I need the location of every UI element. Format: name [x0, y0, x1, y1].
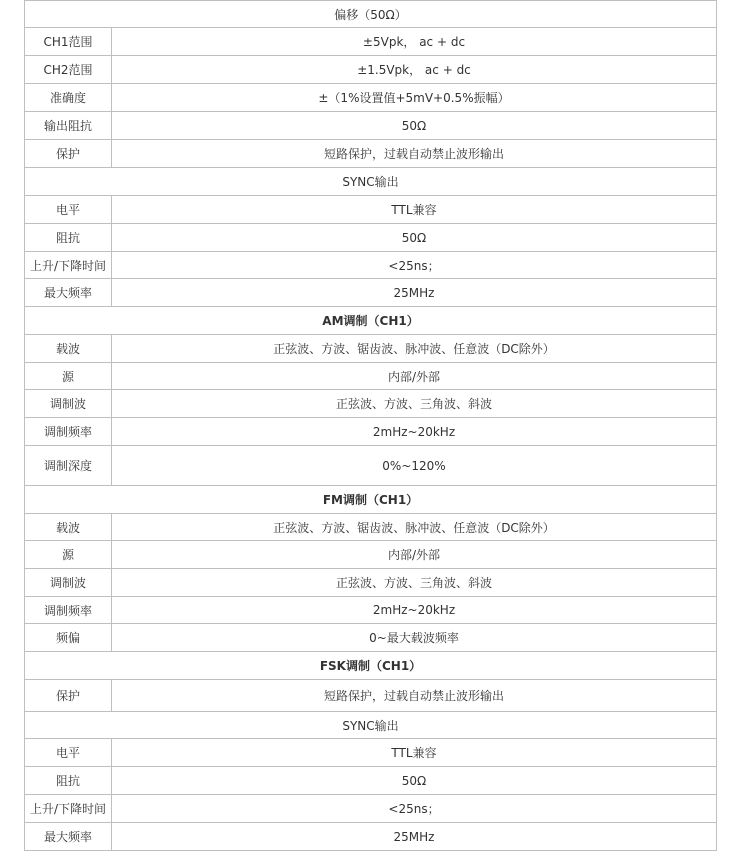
spec-row	[25, 56, 717, 84]
spec-table	[24, 0, 717, 851]
spec-row	[25, 514, 717, 541]
spec-row	[25, 767, 717, 795]
spec-label: 调制频率	[25, 418, 112, 446]
spec-value: <25ns；	[112, 795, 717, 823]
spec-value: TTL兼容	[112, 739, 717, 767]
spec-row	[25, 446, 717, 486]
spec-value: 2mHz~20kHz	[112, 597, 717, 624]
spec-value: 正弦波、方波、三角波、斜波	[112, 569, 717, 597]
section-title: SYNC输出	[25, 168, 717, 196]
spec-label: 阻抗	[25, 224, 112, 252]
spec-value: 短路保护，过载自动禁止波形输出	[112, 680, 717, 712]
spec-value: 50Ω	[112, 224, 717, 252]
spec-row	[25, 418, 717, 446]
spec-label: 调制深度	[25, 446, 112, 486]
spec-row	[25, 335, 717, 363]
section-header-row	[25, 486, 717, 514]
spec-label: 上升/下降时间	[25, 795, 112, 823]
spec-label: 调制波	[25, 390, 112, 418]
spec-label: 最大频率	[25, 279, 112, 307]
spec-row	[25, 624, 717, 652]
spec-label: 电平	[25, 196, 112, 224]
section-title: 偏移（50Ω）	[25, 1, 717, 28]
spec-value: 0~最大载波频率	[112, 624, 717, 652]
spec-value: 2mHz~20kHz	[112, 418, 717, 446]
spec-value: 正弦波、方波、锯齿波、脉冲波、任意波（DC除外）	[112, 514, 717, 541]
spec-label: 保护	[25, 680, 112, 712]
section-title: SYNC输出	[25, 712, 717, 739]
section-header-row	[25, 307, 717, 335]
spec-row	[25, 252, 717, 279]
section-title: FM调制（CH1）	[25, 486, 717, 514]
spec-value: 50Ω	[112, 767, 717, 795]
spec-value: 25MHz	[112, 279, 717, 307]
section-header-row	[25, 712, 717, 739]
spec-row	[25, 224, 717, 252]
spec-label: CH1范围	[25, 28, 112, 56]
spec-row	[25, 823, 717, 851]
spec-label: 输出阻抗	[25, 112, 112, 140]
spec-table-body	[25, 1, 717, 851]
spec-value: TTL兼容	[112, 196, 717, 224]
spec-label: 源	[25, 363, 112, 390]
spec-row	[25, 795, 717, 823]
spec-label: 最大频率	[25, 823, 112, 851]
section-header-row	[25, 1, 717, 28]
spec-value: <25ns；	[112, 252, 717, 279]
spec-value: 短路保护，过载自动禁止波形输出	[112, 140, 717, 168]
spec-label: CH2范围	[25, 56, 112, 84]
spec-label: 保护	[25, 140, 112, 168]
spec-row	[25, 112, 717, 140]
spec-value: 内部/外部	[112, 363, 717, 390]
spec-value: 内部/外部	[112, 541, 717, 569]
spec-row	[25, 390, 717, 418]
spec-label: 源	[25, 541, 112, 569]
spec-label: 阻抗	[25, 767, 112, 795]
spec-row	[25, 541, 717, 569]
spec-row	[25, 569, 717, 597]
spec-label: 电平	[25, 739, 112, 767]
spec-value: 25MHz	[112, 823, 717, 851]
spec-row	[25, 739, 717, 767]
section-header-row	[25, 168, 717, 196]
spec-value: ±1.5Vpk， ac + dc	[112, 56, 717, 84]
spec-label: 载波	[25, 335, 112, 363]
spec-value: 正弦波、方波、三角波、斜波	[112, 390, 717, 418]
spec-value: ±5Vpk， ac + dc	[112, 28, 717, 56]
section-header-row	[25, 652, 717, 680]
spec-row	[25, 140, 717, 168]
spec-label: 准确度	[25, 84, 112, 112]
spec-row	[25, 196, 717, 224]
spec-label: 频偏	[25, 624, 112, 652]
spec-label: 调制频率	[25, 597, 112, 624]
spec-row	[25, 363, 717, 390]
spec-label: 调制波	[25, 569, 112, 597]
spec-row	[25, 680, 717, 712]
spec-row	[25, 279, 717, 307]
section-title: AM调制（CH1）	[25, 307, 717, 335]
spec-value: 正弦波、方波、锯齿波、脉冲波、任意波（DC除外）	[112, 335, 717, 363]
spec-label: 上升/下降时间	[25, 252, 112, 279]
spec-value: 0%~120%	[112, 446, 717, 486]
spec-value: 50Ω	[112, 112, 717, 140]
spec-row	[25, 28, 717, 56]
spec-value: ±（1%设置值+5mV+0.5%振幅）	[112, 84, 717, 112]
spec-row	[25, 597, 717, 624]
section-title: FSK调制（CH1）	[25, 652, 717, 680]
spec-label: 载波	[25, 514, 112, 541]
spec-row	[25, 84, 717, 112]
